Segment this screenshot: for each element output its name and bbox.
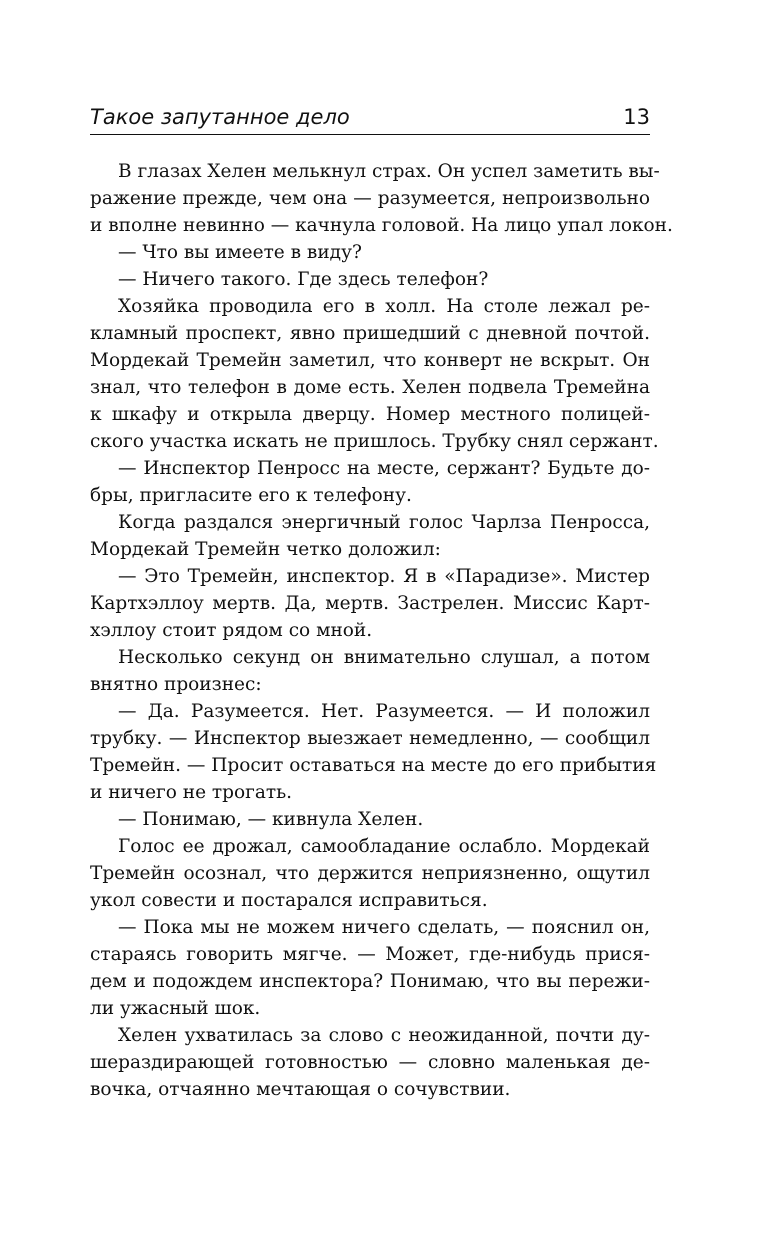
text-line: Картхэллоу мертв. Да, мертв. Застрелен. Миссис Карт- xyxy=(90,593,650,614)
text-line: дем и подождем инспектора? Понимаю, что вы пережи- xyxy=(90,971,650,992)
text-line: — Что вы имеете в виду? xyxy=(118,242,362,263)
text-line: ражение прежде, чем она — разумеется, непроизвольно xyxy=(90,188,650,209)
paragraph xyxy=(90,833,650,914)
body-text xyxy=(90,158,673,1103)
text-line: Мордекай Тремейн четко доложил: xyxy=(90,539,441,560)
paragraph xyxy=(90,509,650,563)
text-line: ского участка искать не пришлось. Трубку снял сержант. xyxy=(90,431,659,452)
text-line: Тремейн осознал, что держится неприязненно, ощутил xyxy=(90,863,650,884)
paragraph xyxy=(90,644,650,698)
paragraph xyxy=(90,914,650,1022)
text-line: — Ничего такого. Где здесь телефон? xyxy=(118,269,489,290)
text-line: — Это Тремейн, инспектор. Я в «Парадизе». Мистер xyxy=(118,566,650,587)
text-line: Мордекай Тремейн заметил, что конверт не вскрыт. Он xyxy=(90,350,650,371)
text-line: трубку. — Инспектор выезжает немедленно, — сообщил xyxy=(90,728,650,749)
paragraph xyxy=(90,239,650,266)
paragraph xyxy=(90,293,659,455)
text-line: к шкафу и открыла дверцу. Номер местного полицей- xyxy=(90,404,650,425)
text-line: и вполне невинно — качнула головой. На лицо упал локон. xyxy=(90,215,673,236)
running-header xyxy=(90,100,650,135)
text-line: Хелен ухватилась за слово с неожиданной, почти ду- xyxy=(118,1025,650,1046)
text-line: внятно произнес: xyxy=(90,674,262,695)
running-title: Такое запутанное дело xyxy=(90,105,350,129)
paragraph xyxy=(90,455,650,509)
paragraph xyxy=(90,158,673,239)
text-line: Когда раздался энергичный голос Чарлза Пенросса, xyxy=(118,512,650,533)
text-line: и ничего не трогать. xyxy=(90,782,293,803)
text-line: хэллоу стоит рядом со мной. xyxy=(90,620,373,641)
text-line: шераздирающей готовностью — словно маленькая де- xyxy=(90,1052,650,1073)
text-line: — Да. Разумеется. Нет. Разумеется. — И положил xyxy=(118,701,650,722)
text-line: — Инспектор Пенросс на месте, сержант? Будьте до- xyxy=(118,458,650,479)
text-line: Тремейн. — Просит оставаться на месте до его прибытия xyxy=(90,755,657,776)
text-line: укол совести и постарался исправиться. xyxy=(90,890,488,911)
text-line: В глазах Хелен мелькнул страх. Он успел заметить вы- xyxy=(118,161,660,182)
paragraph xyxy=(90,1022,650,1103)
text-line: ли ужасный шок. xyxy=(90,998,261,1019)
paragraph xyxy=(90,563,650,644)
text-line: — Пока мы не можем ничего сделать, — пояснил он, xyxy=(118,917,650,938)
text-line: стараясь говорить мягче. — Может, где-нибудь прися- xyxy=(90,944,650,965)
text-line: Несколько секунд он внимательно слушал, а потом xyxy=(118,647,650,668)
paragraph xyxy=(90,698,657,806)
text-line: знал, что телефон в доме есть. Хелен подвела Тремейна xyxy=(90,377,650,398)
page-number: 13 xyxy=(623,105,650,129)
text-line: вочка, отчаянно мечтающая о сочувствии. xyxy=(90,1079,511,1100)
text-line: — Понимаю, — кивнула Хелен. xyxy=(118,809,424,830)
text-line: кламный проспект, явно пришедший с дневной почтой. xyxy=(90,323,650,344)
paragraph xyxy=(90,806,650,833)
text-line: Голос ее дрожал, самообладание ослабло. Мордекай xyxy=(118,836,650,857)
text-line: Хозяйка проводила его в холл. На столе лежал ре- xyxy=(118,296,650,317)
paragraph xyxy=(90,266,650,293)
text-line: бры, пригласите его к телефону. xyxy=(90,485,412,506)
